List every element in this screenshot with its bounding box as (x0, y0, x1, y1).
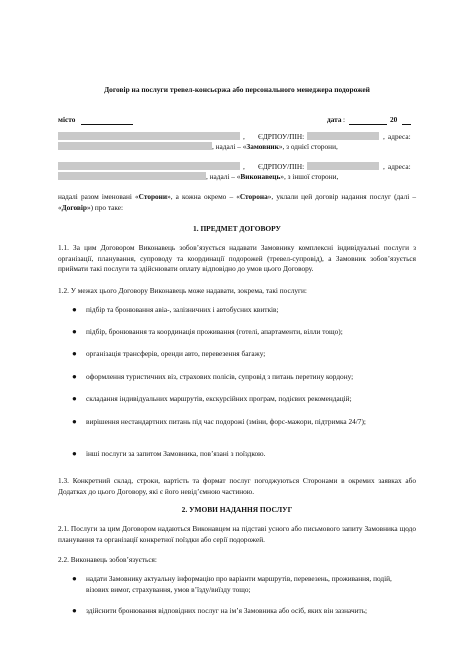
party1-comma2: , (383, 132, 385, 141)
year-blank[interactable] (402, 117, 411, 125)
party2-role-text: , надалі – «Виконавець», з іншої сторони, (206, 172, 339, 181)
list-item: складання індивідуальних маршрутів, екскурсійних програм, подієвих рекомендацій; (86, 394, 352, 403)
section1-heading: 1. ПРЕДМЕТ ДОГОВОРУ (193, 224, 281, 233)
party2-edrpou-field[interactable] (307, 162, 379, 170)
bullet-icon: ● (72, 372, 77, 381)
bullet-icon: ● (72, 349, 77, 358)
party2-comma: , (243, 162, 245, 171)
section2-heading: 2. УМОВИ НАДАННЯ ПОСЛУГ (181, 505, 293, 514)
list-item: надати Замовнику актуальну інформацію про варіанти маршрутів, перевезень, проживання, подій, візових вимог, страхування, умов в’їзду/виїзду тощо; (86, 574, 392, 594)
date-label: дата (327, 115, 342, 124)
bullet-icon: ● (72, 327, 77, 336)
bullet-icon: ● (72, 394, 77, 403)
bullet-icon: ● (72, 606, 77, 615)
clause-1-3: 1.3. Конкретний склад, строки, вартість та формат послуг погоджуються Сторонами в окремих заявках або Додатках до цього Договору, які є його невід’ємною частиною. (58, 476, 416, 496)
party2-address-field[interactable] (58, 172, 206, 180)
city-label: місто (58, 115, 76, 124)
party1-edrpou-label: ЄДРПОУ/ПІН: (258, 132, 305, 141)
list-item: інші послуги за запитом Замовника, пов’язані з поїздкою. (86, 449, 266, 458)
date-blank[interactable] (349, 117, 387, 125)
party1-address-label: адреса: (388, 132, 411, 141)
preamble: надалі разом іменовані «Сторони», а кожна окремо – «Сторона», уклали цей договір надання послуг (далі – «Договір») про таке: (58, 192, 417, 212)
party1-role-text: , надалі – «Замовник», з однієї сторони, (212, 142, 338, 151)
party2-name-field[interactable] (58, 162, 240, 170)
party2-edrpou-label: ЄДРПОУ/ПІН: (258, 162, 305, 171)
list-item: організація трансферів, оренди авто, перевезення багажу; (86, 349, 266, 358)
bullet-icon: ● (72, 305, 77, 314)
list-item: оформлення туристичних віз, страхових полісів, супровід з питань перетину кордону; (86, 372, 354, 381)
date-colon: : (343, 115, 346, 124)
party1-address-field[interactable] (58, 142, 212, 150)
list-item: підбір, бронювання та координація проживання (готелі, апартаменти, вілли тощо); (86, 327, 343, 336)
clause-2-1: 2.1. Послуги за цим Договором надаються Виконавцем на підставі усного або письмового запиту Замовника щодо планування та організації конкретної поїздки або серії подорожей. (58, 524, 416, 544)
party2-comma2: , (383, 162, 385, 171)
list-item: підбір та бронювання авіа-, залізничних і автобусних квитків; (86, 305, 279, 314)
bullet-icon: ● (72, 574, 77, 583)
clause-1-1: 1.1. За цим Договором Виконавець зобов’язується надавати Замовнику комплексні індивідуальні послуги з організації, планування, супроводу та координації подорожей (тревел-супровід), а Замовник зобов’язується приймати такі послуги та здійснювати оплату відповідно до умов цього Договору. (58, 243, 416, 273)
list-item: вирішення нестандартних питань під час подорожі (зміни, форс-мажори, підтримка 24/7); (86, 417, 366, 426)
bullet-icon: ● (72, 417, 77, 426)
city-blank[interactable] (81, 117, 133, 125)
document-title: Договір на послуги тревел-консьєржа або персонального менеджера подорожей (104, 85, 370, 94)
party1-comma: , (243, 132, 245, 141)
bullet-icon: ● (72, 449, 77, 458)
party2-address-label: адреса: (388, 162, 411, 171)
party1-edrpou-field[interactable] (307, 132, 379, 140)
party1-name-field[interactable] (58, 132, 240, 140)
clause-1-2: 1.2. У межах цього Договору Виконавець може надавати, зокрема, такі послуги: (58, 286, 307, 295)
list-item: здійснити бронювання відповідних послуг на ім’я Замовника або осіб, яких він зазначить; (86, 606, 368, 615)
clause-2-2: 2.2. Виконавець зобов’язується: (58, 555, 157, 564)
date-year-prefix: 20 (390, 115, 398, 124)
